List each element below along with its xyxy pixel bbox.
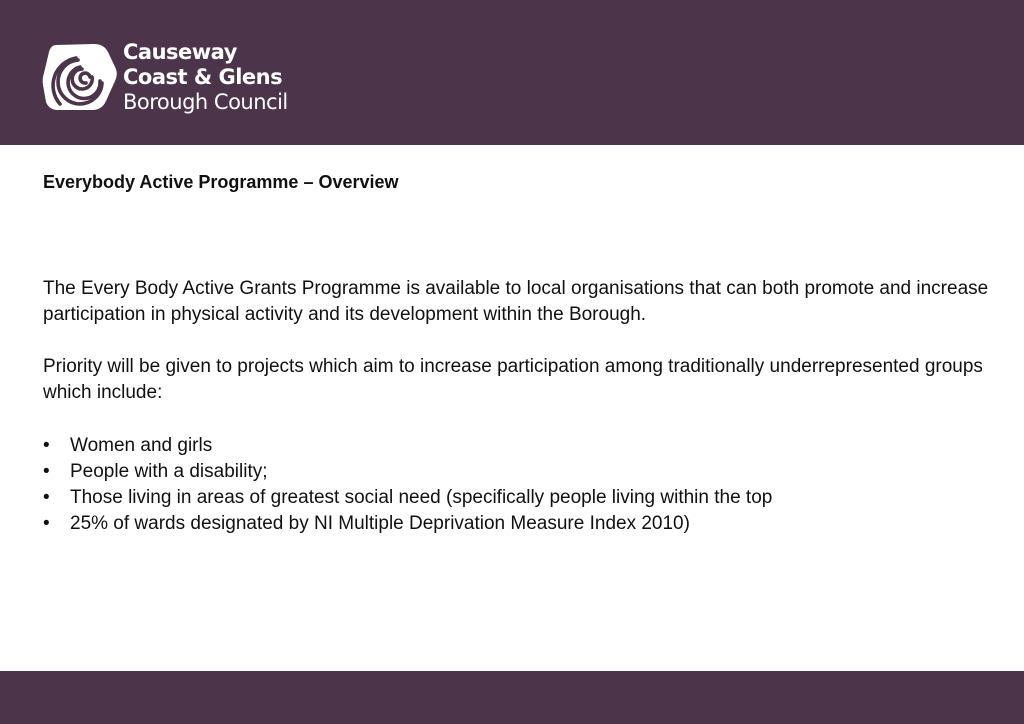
- priority-groups-list: [43, 433, 772, 537]
- list-item: [43, 433, 772, 459]
- list-item-text: Women and girls: [70, 435, 213, 456]
- footer-banner: [0, 671, 1024, 724]
- priority-paragraph: Priority will be given to projects which aim to increase participation among traditionally underrepresented groups which include:: [43, 356, 983, 403]
- page-title: Everybody Active Programme – Overview: [43, 172, 399, 192]
- list-item: [43, 511, 772, 537]
- bullet-icon: •: [43, 513, 50, 534]
- spiral-stone-icon: [42, 43, 118, 111]
- bullet-icon: •: [43, 461, 50, 482]
- intro-paragraph: The Every Body Active Grants Programme is available to local organisations that can both promote and increase participation in physical activity and its development within the Borough.: [43, 278, 989, 325]
- logo-line-causeway: Causeway: [123, 40, 237, 64]
- logo-line-borough-council: Borough Council: [123, 90, 288, 114]
- list-item: [43, 459, 772, 485]
- header-banner: [0, 0, 1024, 145]
- list-item: [43, 485, 772, 511]
- list-item-text: People with a disability;: [70, 461, 268, 482]
- bullet-icon: •: [43, 487, 50, 508]
- list-item-text: 25% of wards designated by NI Multiple Deprivation Measure Index 2010): [70, 513, 690, 534]
- bullet-icon: •: [43, 435, 50, 456]
- list-item-text: Those living in areas of greatest social need (specifically people living within the top: [70, 487, 773, 508]
- council-logo: [42, 40, 302, 120]
- logo-line-coast-glens: Coast & Glens: [123, 65, 283, 89]
- logo-text: [123, 40, 288, 115]
